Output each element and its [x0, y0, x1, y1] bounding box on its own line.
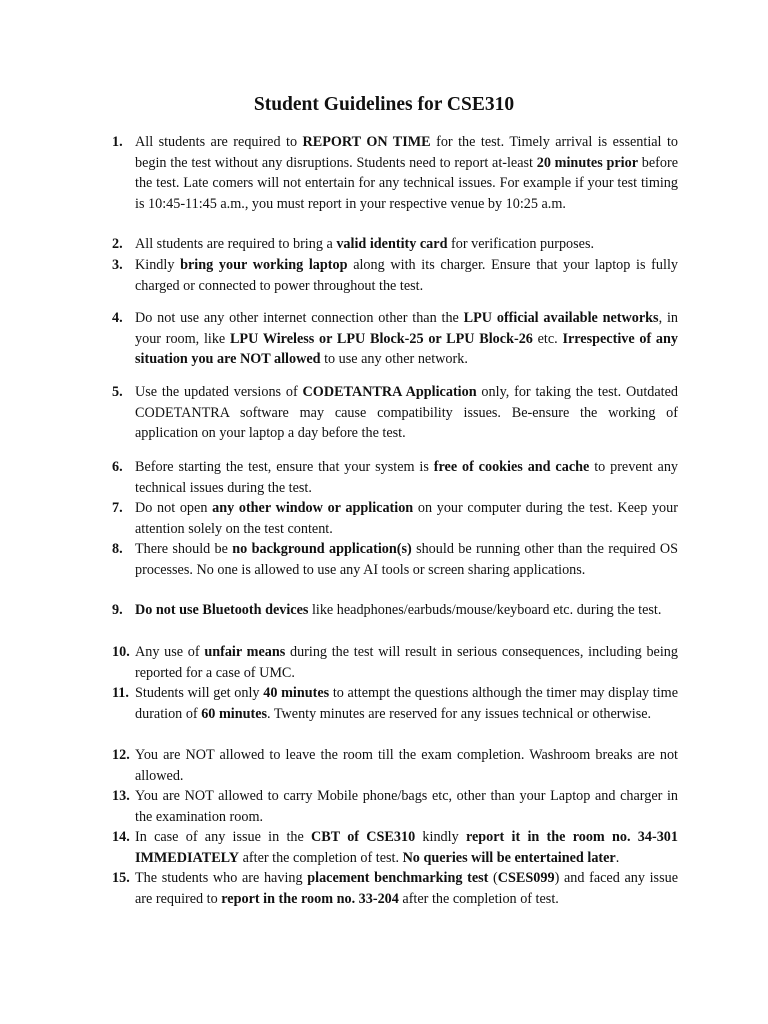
item-number: 6.	[112, 459, 123, 475]
item-text: All students are required to bring a valid identity card for verification purposes.	[135, 236, 595, 252]
guideline-item	[112, 683, 678, 724]
guideline-item	[112, 786, 678, 827]
guideline-item	[112, 498, 678, 539]
item-text: All students are required to REPORT ON TIME for the test. Timely arrival is essential to begin the test without any disruptions. Students need to report at-least 20 minutes prior before the test. Late comers will not entertain for any technical issues. For example if your test timing is 10:45-11:45 a.m., you must report in your respective venue by 10:25 a.m.	[135, 134, 679, 212]
item-text: Do not use any other internet connection other than the LPU official available networks, in your room, like LPU Wireless or LPU Block-25 or LPU Block-26 etc. Irrespective of any situation you are NOT allowed to use any other network.	[135, 310, 679, 367]
guideline-item	[112, 382, 678, 444]
item-number: 10.	[112, 644, 130, 660]
item-text: Kindly bring your working laptop along with its charger. Ensure that your laptop is fully charged or connected to power throughout the test.	[135, 257, 678, 294]
guideline-item	[112, 827, 678, 868]
guideline-item	[112, 132, 678, 214]
item-text: Any use of unfair means during the test will result in serious consequences, including being reported for a case of UMC.	[135, 644, 678, 681]
item-number: 13.	[112, 788, 130, 804]
item-text: The students who are having placement benchmarking test (CSES099) and faced any issue are required to report in the room no. 33-204 after the completion of test.	[135, 870, 678, 907]
item-text: Do not open any other window or application on your computer during the test. Keep your attention solely on the test content.	[135, 500, 678, 537]
page-title: Student Guidelines for CSE310	[253, 94, 515, 115]
guideline-item	[112, 642, 678, 683]
item-text: In case of any issue in the CBT of CSE310 kindly report it in the room no. 34-301 IMMEDIATELY after the completion of test. No queries will be entertained later.	[135, 829, 678, 866]
guideline-item	[112, 255, 678, 296]
item-number: 12.	[112, 747, 130, 763]
item-number: 11.	[112, 685, 129, 701]
item-text: You are NOT allowed to leave the room till the exam completion. Washroom breaks are not allowed.	[135, 747, 678, 784]
item-text: You are NOT allowed to carry Mobile phone/bags etc, other than your Laptop and charger in the examination room.	[135, 788, 678, 825]
item-number: 14.	[112, 829, 130, 845]
guideline-item	[112, 308, 678, 370]
item-number: 1.	[112, 134, 123, 150]
item-number: 2.	[112, 236, 123, 252]
item-text: Do not use Bluetooth devices like headphones/earbuds/mouse/keyboard etc. during the test.	[135, 602, 662, 618]
item-number: 8.	[112, 541, 123, 557]
item-text: Before starting the test, ensure that your system is free of cookies and cache to prevent any technical issues during the test.	[135, 459, 679, 496]
guideline-item	[112, 600, 678, 621]
item-number: 7.	[112, 500, 123, 516]
guideline-item	[112, 457, 678, 498]
item-number: 9.	[112, 602, 123, 618]
guideline-item	[112, 745, 678, 786]
item-text: Use the updated versions of CODETANTRA Application only, for taking the test. Outdated CODETANTRA software may cause compatibility issues. Be-ensure the working of application on your laptop a day before the test.	[135, 384, 678, 441]
item-text: There should be no background application(s) should be running other than the required OS processes. No one is allowed to use any AI tools or screen sharing applications.	[135, 541, 678, 578]
item-number: 5.	[112, 384, 123, 400]
item-text: Students will get only 40 minutes to attempt the questions although the timer may display time duration of 60 minutes. Twenty minutes are reserved for any issues technical or otherwise.	[135, 685, 678, 722]
item-number: 15.	[112, 870, 130, 886]
guideline-item	[112, 868, 678, 909]
guideline-item	[112, 539, 678, 580]
guideline-item	[112, 234, 678, 255]
item-number: 4.	[112, 310, 123, 326]
item-number: 3.	[112, 257, 123, 273]
